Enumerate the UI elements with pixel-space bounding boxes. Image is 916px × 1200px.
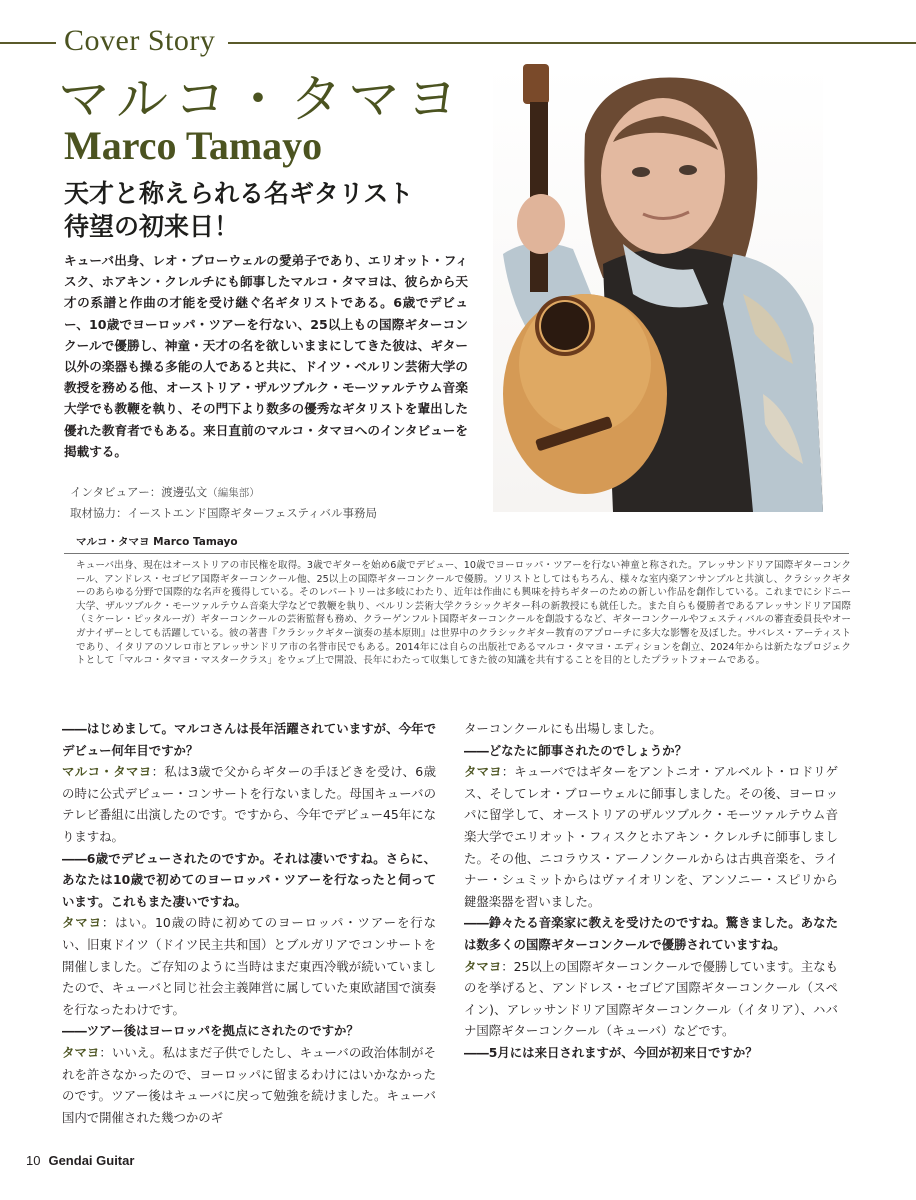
cooperation-credit: 取材協力：イーストエンド国際ギターフェスティバル事務局 xyxy=(70,506,378,520)
question: ――錚々たる音楽家に教えを受けたのですね。驚きました。あなたは数多くの国際ギターコンクールで優勝されていますね。 xyxy=(464,915,838,952)
headline-line-1: 天才と称えられる名ギタリスト xyxy=(64,179,414,208)
section-rule-left xyxy=(0,42,56,44)
interview-column-right xyxy=(464,718,838,1064)
headline xyxy=(64,177,484,243)
guitarist-illustration xyxy=(493,64,823,512)
speaker-name: タマヨ xyxy=(464,764,502,780)
title-english: Marco Tamayo xyxy=(64,123,323,168)
profile-heading: マルコ・タマヨ Marco Tamayo xyxy=(64,531,849,554)
interviewer-credit: インタビュアー：渡邊弘文 xyxy=(70,485,208,499)
question: ――5月には来日されますが、今回が初来日ですか？ xyxy=(464,1044,758,1060)
question: ――はじめまして。マルコさんは長年活躍されていますが、今年でデビュー何年目ですか？ xyxy=(62,721,436,758)
title-japanese: マルコ・タマヨ xyxy=(58,70,465,130)
section-rule-right xyxy=(228,42,916,44)
interviewer-note: （編集部） xyxy=(207,487,260,499)
answer-text: ：私は3歳で父からギターの手ほどきを受け、6歳の時に公式デビュー・コンサートを行ないました。母国キューバのテレビ番組に出演したのです。ですから、今年でデビュー45年になりますね。 xyxy=(62,764,436,844)
speaker-name: マルコ・タマヨ xyxy=(62,764,152,780)
answer xyxy=(62,912,436,1020)
speaker-name: タマヨ xyxy=(62,1044,100,1060)
answer-text: ：キューバではギターをアントニオ・アルベルト・ロドリゲス、そしてレオ・ブローウェルに師事しました。その後、ヨーロッパに留学して、オーストリアのザルツブルク・モーツァルテウム音楽大学でエリオット・フィスクとホアキン・クレルチに師事しました。その他、ニコラウス・アーノンクールからは古典音楽を、ライナー・シュミットからはヴァイオリンを、アンソニー・スピリから鍵盤楽器を習いました。 xyxy=(464,764,839,909)
answer-text: ：はい。10歳の時に初めてのヨーロッパ・ツアーを行ない、旧東ドイツ（ドイツ民主共和国）とブルガリアでコンサートを開催しました。ご存知のように当時はまだ東西冷戦が続いていましたので、キューバと同じ社会主義陣営に属していた東欧諸国で演奏を行なったわけです。 xyxy=(62,915,436,1017)
interview-column-left xyxy=(62,718,436,1128)
question: ――6歳でデビューされたのですか。それは凄いですね。さらに、あなたは10歳で初めてのヨーロッパ・ツアーを行なったと伺っています。これもまた凄いですね。 xyxy=(62,850,436,909)
lead-paragraph: キューバ出身、レオ・ブローウェルの愛弟子であり、エリオット・フィスク、ホアキン・クレルチにも師事したマルコ・タマヨは、彼らから天才の系譜と作曲の才能を受け継ぐ名ギタリストである。6歳でデビュー、10歳でヨーロッパ・ツアーを行ない、25以上もの国際ギターコンクールで優勝し、神童・天才の名を欲しいままにしてきた彼は、ギター以外の楽器も操る多能の人であると共に、ドイツ・ベルリン芸術大学の教授を務める他、オーストリア・ザルツブルク・モーツァルテウム音楽大学でも教鞭を執り、その門下より数多の優秀なギタリストを輩出した優れた教育者でもある。来日直前のマルコ・タマヨへのインタビューを掲載する。 xyxy=(64,253,468,459)
answer xyxy=(62,1042,436,1128)
continued-text: ターコンクールにも出場しました。 xyxy=(464,721,662,736)
question: ――ツアー後はヨーロッパを拠点にされたのですか？ xyxy=(62,1023,359,1039)
answer xyxy=(464,956,838,1042)
credits xyxy=(70,482,377,523)
profile-text: キューバ出身、現在はオーストリアの市民権を取得。3歳でギターを始め6歳でデビュー、10歳でヨーロッパ・ツアーを行ない神童と称された。アレッサンドリア国際ギターコンクール、アンドレス・セゴビア国際ギターコンクール他、25以上の国際ギターコンクールで優勝。ソリストとしてはもちろん、様々な室内楽アンサンブルと共演し、クラシックギターのあらゆる分野で国際的な名声を獲得している。そのレパートリーは多岐にわたり、近年は作曲にも興味を持ちギターのための新しい作品を創作している。これまでにシドニー大学、ザルツブルク・モーツァルテウム音楽大学などで教鞭を執り、ベルリン芸術大学クラシックギター科の新教授にも就任した。また自らも優勝者であるアレッサンドリア国際（ミケーレ・ピッタルーガ）ギターコンクールの芸術監督も務め、クラーゲンフルト国際ギターコンクールを創設するなど、ギターコンクールやフェスティバルの審査委員長やオーガナイザーとしても活躍している。彼の著書『クラシックギター演奏の基本原則』は世界中のクラシックギター教育のアプローチに多大な影響を及ぼした。サバレス・アーティストであり、イタリアのソレロ市とアレッサンドリア市の名誉市民でもある。2014年には自らの出版社であるマルコ・タマヨ・エディションを創立、2024年からは新たなプロジェクトとして「マルコ・タマヨ・マスタークラス」をウェブ上で開設、長年にわたって収集してきた彼の知識を共有することを目的としたプラットフォームである。 xyxy=(76,560,851,667)
question: ――どなたに師事されたのでしょうか？ xyxy=(464,742,688,758)
page-number: 10 xyxy=(26,1153,41,1168)
answer xyxy=(464,761,838,912)
headline-line-2: 待望の初来日！ xyxy=(64,212,240,241)
answer xyxy=(62,761,436,847)
magazine-name: Gendai Guitar xyxy=(48,1153,135,1168)
page-footer xyxy=(26,1153,134,1168)
section-title: Cover Story xyxy=(64,24,216,57)
speaker-name: タマヨ xyxy=(62,915,102,931)
answer-text: ：25以上の国際ギターコンクールで優勝しています。主なものを挙げると、アンドレス・セゴビア国際ギターコンクール（スペイン)、アレッサンドリア国際ギターコンクール（イタリア）、ハバナ国際ギターコンクール（キューバ）などです。 xyxy=(464,958,839,1039)
cover-photo-guitarist xyxy=(493,64,823,512)
speaker-name: タマヨ xyxy=(464,958,502,974)
answer-text: ：いいえ。私はまだ子供でしたし、キューバの政治体制がそれを許さなかったので、ヨーロッパに留まるわけにはいかなかったのです。ツアー後はキューバに戻って勉強を続けました。キューバ国内で開催された幾つかのギ xyxy=(62,1044,437,1125)
